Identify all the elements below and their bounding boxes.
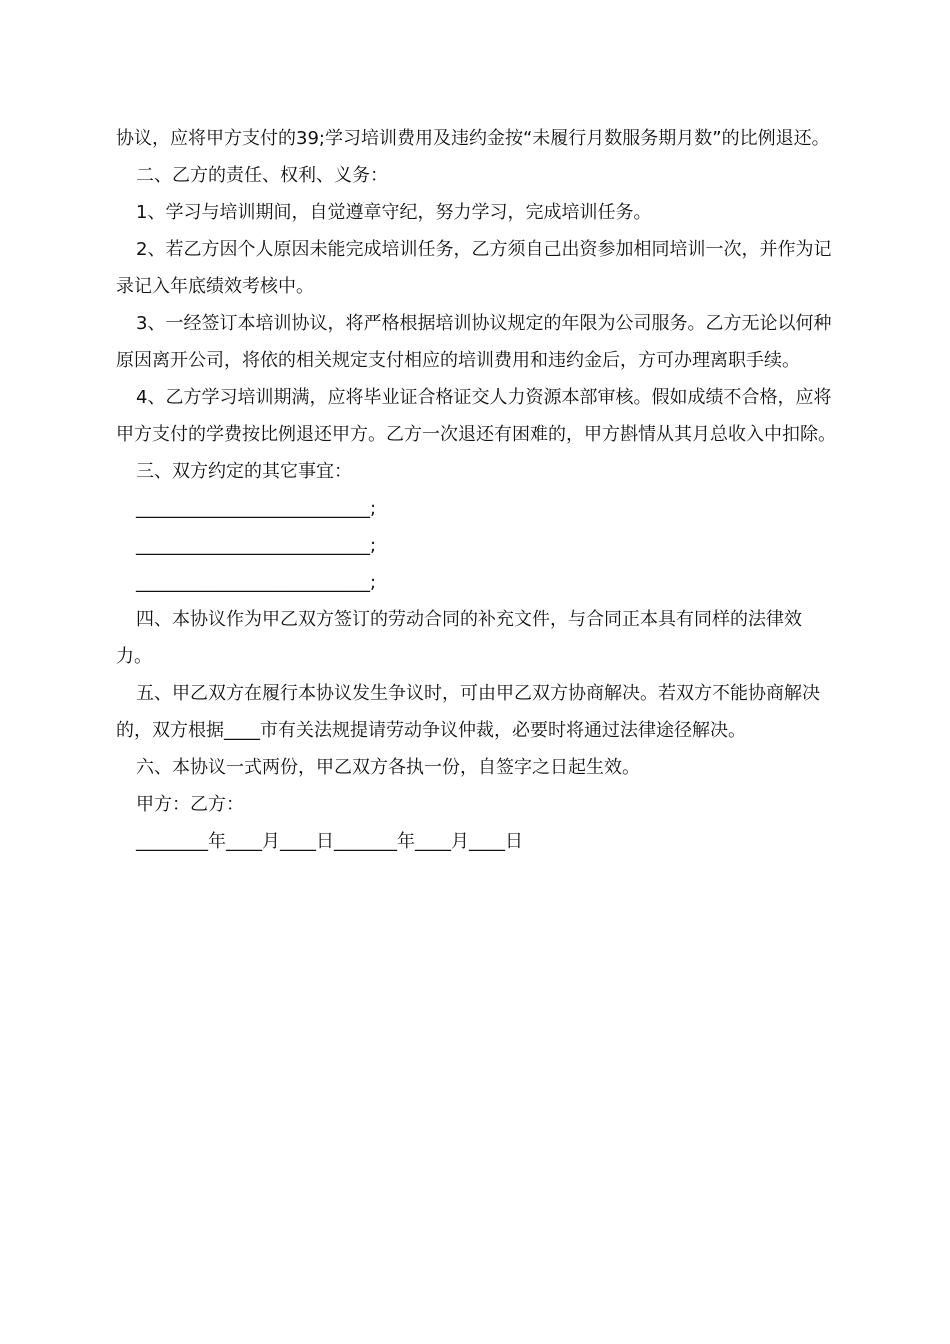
section-heading-other-matters: 三、双方约定的其它事宜： xyxy=(136,461,352,482)
section-heading-party-b: 二、乙方的责任、权利、义务： xyxy=(136,165,388,186)
fill-in-line-2: __________________________; xyxy=(136,535,377,556)
document-page xyxy=(116,120,836,860)
section-five: 五、甲乙双方在履行本协议发生争议时，可由甲乙双方协商解决。若双方不能协商解决的，双方根据____市有关法规提请劳动争议仲裁，必要时将通过法律途径解决。 xyxy=(116,683,820,741)
section-six: 六、本协议一式两份，甲乙双方各执一份，自签字之日起生效。 xyxy=(136,757,640,778)
signature-dates: ________年____月____日_______年____月____日 xyxy=(136,831,523,852)
fill-in-line-1: __________________________; xyxy=(136,498,377,519)
signature-parties: 甲方：乙方： xyxy=(136,794,244,815)
section-four: 四、本协议作为甲乙双方签订的劳动合同的补充文件，与合同正本具有同样的法律效力。 xyxy=(116,609,802,667)
clause-b-1: 1、学习与培训期间，自觉遵章守纪，努力学习，完成培训任务。 xyxy=(136,202,652,223)
clause-b-4: 4、乙方学习培训期满，应将毕业证合格证交人力资源本部审核。假如成绩不合格，应将甲方支付的学费按比例退还甲方。乙方一次退还有困难的，甲方斟情从其月总收入中扣除。 xyxy=(116,387,836,445)
clause-b-2: 2、若乙方因个人原因未能完成培训任务，乙方须自己出资参加相同培训一次，并作为记录记入年底绩效考核中。 xyxy=(116,239,832,297)
fill-in-line-3: __________________________; xyxy=(136,572,377,593)
clause-b-3: 3、一经签订本培训协议，将严格根据培训协议规定的年限为公司服务。乙方无论以何种原因离开公司，将依的相关规定支付相应的培训费用和违约金后，方可办理离职手续。 xyxy=(116,313,832,371)
paragraph-refund-clause: 协议，应将甲方支付的39;学习培训费用及违约金按“未履行月数服务期月数”的比例退还。 xyxy=(116,128,830,149)
